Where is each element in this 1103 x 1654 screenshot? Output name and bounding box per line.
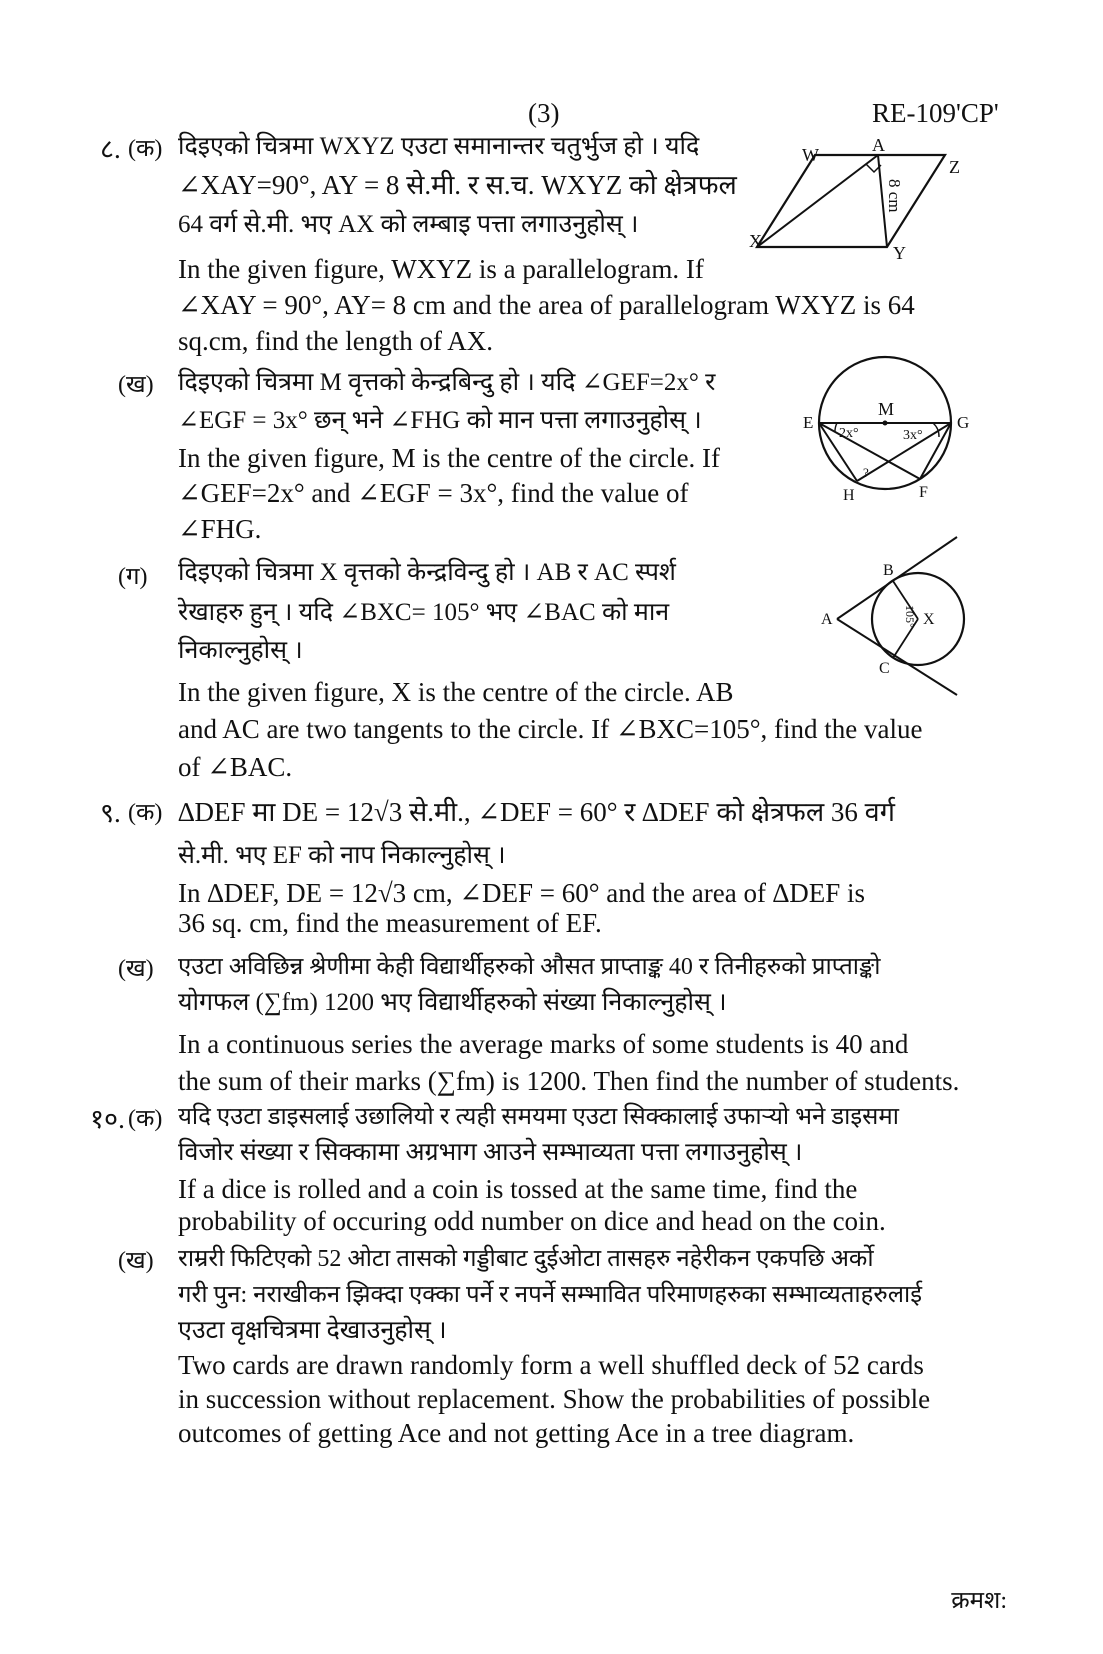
label-e: E [803,413,814,432]
label-question: ? [863,465,869,480]
q8kha-line-4: ∠GEF=2x° and ∠EGF = 3x°, find the value of [178,478,689,508]
q8ka-line-6: sq.cm, find the length of AX. [178,326,493,356]
q8ka-line-4: In the given figure, WXYZ is a parallelogram. If [178,254,704,284]
q8ga-line-6: of ∠BAC. [178,752,293,782]
q8kha-line-3: In the given figure, M is the centre of the circle. If [178,443,721,473]
q9kha-line-4: the sum of their marks (∑fm) is 1200. Then find the number of students. [178,1066,960,1096]
part-label-9-ka: (क) [128,800,163,826]
part-label-10-ka: (क) [128,1106,163,1132]
label-b: B [883,562,894,579]
q9kha-line-1: एउटा अविछिन्न श्रेणीमा केही विद्यार्थीहरुको औसत प्राप्ताङ्क 40 र तिनीहरुको प्राप्ताङ्को [178,954,881,980]
q10ka-line-2: विजोर संख्या र सिक्कामा अग्रभाग आउने सम्भाव्यता पत्ता लगाउनुहोस् । [178,1139,803,1166]
parallelogram-figure [749,135,985,265]
q9ka-line-3: In ∆DEF, DE = 12√3 cm, ∠DEF = 60° and the area of ∆DEF is [178,878,865,908]
label-2x: 2x° [839,426,859,441]
q8ga-line-5: and AC are two tangents to the circle. If ∠BXC=105°, find the value [178,714,923,744]
q8kha-line-5: ∠FHG. [178,514,262,544]
part-label-8-ga: (ग) [118,564,148,590]
question-number-10: १०. [90,1104,125,1134]
label-h: H [843,487,855,504]
q8ga-line-2: रेखाहरु हुन् । यदि ∠BXC= 105° भए ∠BAC को मान [178,599,670,626]
q10kha-line-4: Two cards are drawn randomly form a well shuffled deck of 52 cards [178,1350,924,1380]
label-x: X [749,231,762,251]
q9ka-line-2: से.मी. भए EF को नाप निकाल्नुहोस् । [178,842,506,869]
q8ka-line-5: ∠XAY = 90°, AY= 8 cm and the area of parallelogram WXYZ is 64 [178,290,915,320]
part-label-8-ka: (क) [128,136,163,162]
q9ka-line-4: 36 sq. cm, find the measurement of EF. [178,908,602,938]
q10kha-line-1: राम्ररी फिटिएको 52 ओटा तासको गड्डीबाट दुईओटा तासहरु नहेरीकन एकपछि अर्को [178,1246,874,1272]
q10ka-line-3: If a dice is rolled and a coin is tossed at the same time, find the [178,1174,858,1204]
label-8cm: 8 cm [885,179,904,213]
q8ka-line-2: ∠XAY=90°, AY = 8 से.मी. र स.च. WXYZ को क्षेत्रफल [178,170,737,200]
q8ga-line-4: In the given figure, X is the centre of the circle. AB [178,677,734,707]
paper-code: RE-109'CP' [872,98,999,128]
q8kha-line-2: ∠EGF = 3x° छन् भने ∠FHG को मान पत्ता लगाउनुहोस् । [178,407,702,434]
q8ka-line-3: 64 वर्ग से.मी. भए AX को लम्बाइ पत्ता लगाउनुहोस् । [178,211,639,238]
q9kha-line-2: योगफल (∑fm) 1200 भए विद्यार्थीहरुको संख्या निकाल्नुहोस् । [178,989,727,1016]
q8ga-line-3: निकाल्नुहोस् । [178,637,303,664]
q10ka-line-4: probability of occuring odd number on dice and head on the coin. [178,1206,886,1236]
part-label-9-kha: (ख) [118,956,154,982]
question-number-8: ८. [100,134,121,164]
q10ka-line-1: यदि एउटा डाइसलाई उछालियो र त्यही समयमा एउटा सिक्कालाई उफाऱ्यो भने डाइसमा [178,1104,899,1130]
tangent-circle-figure [815,535,985,705]
q8ga-line-1: दिइएको चित्रमा X वृत्तको केन्द्रविन्दु हो । AB र AC स्पर्श [178,559,676,586]
label-c: C [879,660,890,677]
label-w: W [802,145,819,165]
label-105: 105° [903,605,917,628]
q8ka-line-1: दिइएको चित्रमा WXYZ एउटा समानान्तर चतुर्भुज हो । यदि [178,133,700,160]
label-g: G [957,413,970,432]
page-number: (3) [528,98,560,128]
label-m: M [878,399,895,419]
q9ka-line-1: ∆DEF मा DE = 12√3 से.मी., ∠DEF = 60° र ∆DEF को क्षेत्रफल 36 वर्ग [178,797,895,827]
q10kha-line-2: गरी पुन: नराखीकन झिक्दा एक्का पर्ने र नपर्ने सम्भावित परिमाणहरुका सम्भाव्यताहरुलाई [178,1282,923,1308]
continued-note: क्रमश: [951,1588,1007,1614]
label-a: A [872,135,885,155]
q10kha-line-5: in succession without replacement. Show the probabilities of possible [178,1384,931,1414]
label-a2: A [821,611,833,628]
label-y: Y [893,243,906,263]
label-center-x: X [923,611,935,628]
label-z: Z [949,157,960,177]
q10kha-line-6: outcomes of getting Ace and not getting Ace in a tree diagram. [178,1418,855,1448]
label-f: F [919,484,928,501]
q9kha-line-3: In a continuous series the average marks of some students is 40 and [178,1029,909,1059]
circle-diameter-figure [795,355,975,505]
q10kha-line-3: एउटा वृक्षचित्रमा देखाउनुहोस् । [178,1317,447,1344]
q8kha-line-1: दिइएको चित्रमा M वृत्तको केन्द्रबिन्दु हो । यदि ∠GEF=2x° र [178,369,716,396]
question-number-9: ९. [100,798,121,828]
part-label-8-kha: (ख) [118,372,154,398]
label-3x: 3x° [903,428,923,443]
part-label-10-kha: (ख) [118,1248,154,1274]
